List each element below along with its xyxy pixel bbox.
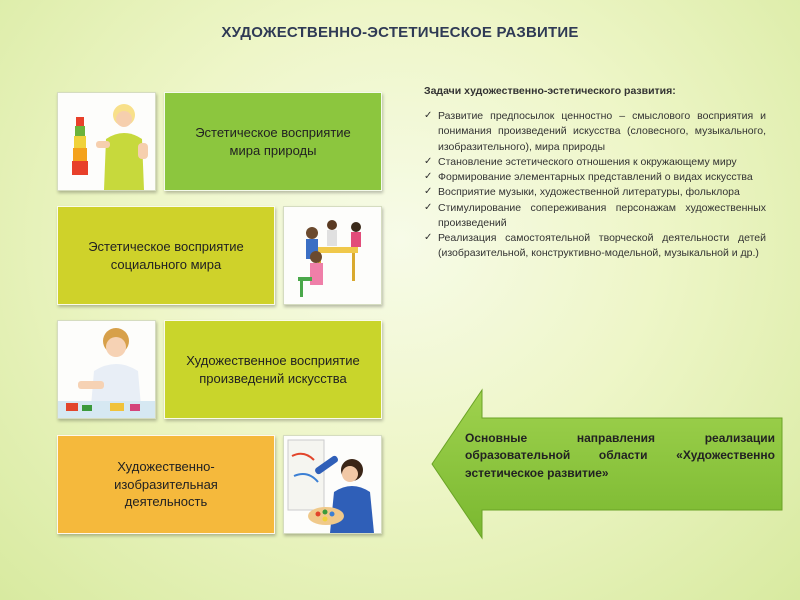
checkmark-icon: ✓ (424, 231, 433, 243)
task-item: ✓ Развитие предпосылок ценностно – смыслового восприятия и понимания произведений искусства (словесного, музыкального, изобразительного), мира природы (424, 110, 766, 153)
visual-activity-label: Художественно-изобразительная деятельность (114, 459, 218, 510)
art-perception-box (164, 320, 382, 419)
checkmark-icon: ✓ (424, 155, 433, 167)
nature-perception-label: Эстетическое восприятие мира природы (195, 124, 351, 158)
social-perception-label: Эстетическое восприятие социального мира (88, 238, 244, 272)
nature-perception-box (164, 92, 382, 191)
tasks-section (424, 84, 766, 261)
slide-title: ХУДОЖЕСТВЕННО-ЭСТЕТИЧЕСКОЕ РАЗВИТИЕ (221, 24, 579, 41)
tasks-list (424, 109, 766, 261)
children-at-table-photo (283, 206, 382, 305)
checkmark-icon: ✓ (424, 110, 433, 122)
checkmark-icon: ✓ (424, 171, 433, 183)
social-perception-box (57, 206, 275, 305)
task-item: ✓ Формирование элементарных представлений о видах искусства (424, 171, 753, 184)
task-item: ✓ Стимулирование сопереживания персонажам художественных произведений (424, 201, 766, 229)
child-with-blocks-photo (57, 92, 156, 191)
directions-arrow (430, 388, 786, 540)
checkmark-icon: ✓ (424, 186, 433, 198)
directions-text: Основные направления реализации образовательной области «Художественно эстетическое развитие» (465, 431, 775, 480)
art-perception-label: Художественное восприятие произведений искусства (186, 352, 360, 386)
child-painting-easel-photo (283, 435, 382, 534)
checkmark-icon: ✓ (424, 201, 433, 213)
boy-drawing-photo (57, 320, 156, 419)
task-item: ✓ Становление эстетического отношения к окружающему миру (424, 155, 737, 168)
visual-activity-box (57, 435, 275, 534)
tasks-title: Задачи художественно-эстетического развития: (424, 85, 676, 97)
task-item: ✓ Реализация самостоятельной творческой деятельности детей (изобразительной, конструктивно-модельной, музыкальной и др.) (424, 231, 766, 260)
task-item: ✓ Восприятие музыки, художественной литературы, фольклора (424, 186, 740, 199)
